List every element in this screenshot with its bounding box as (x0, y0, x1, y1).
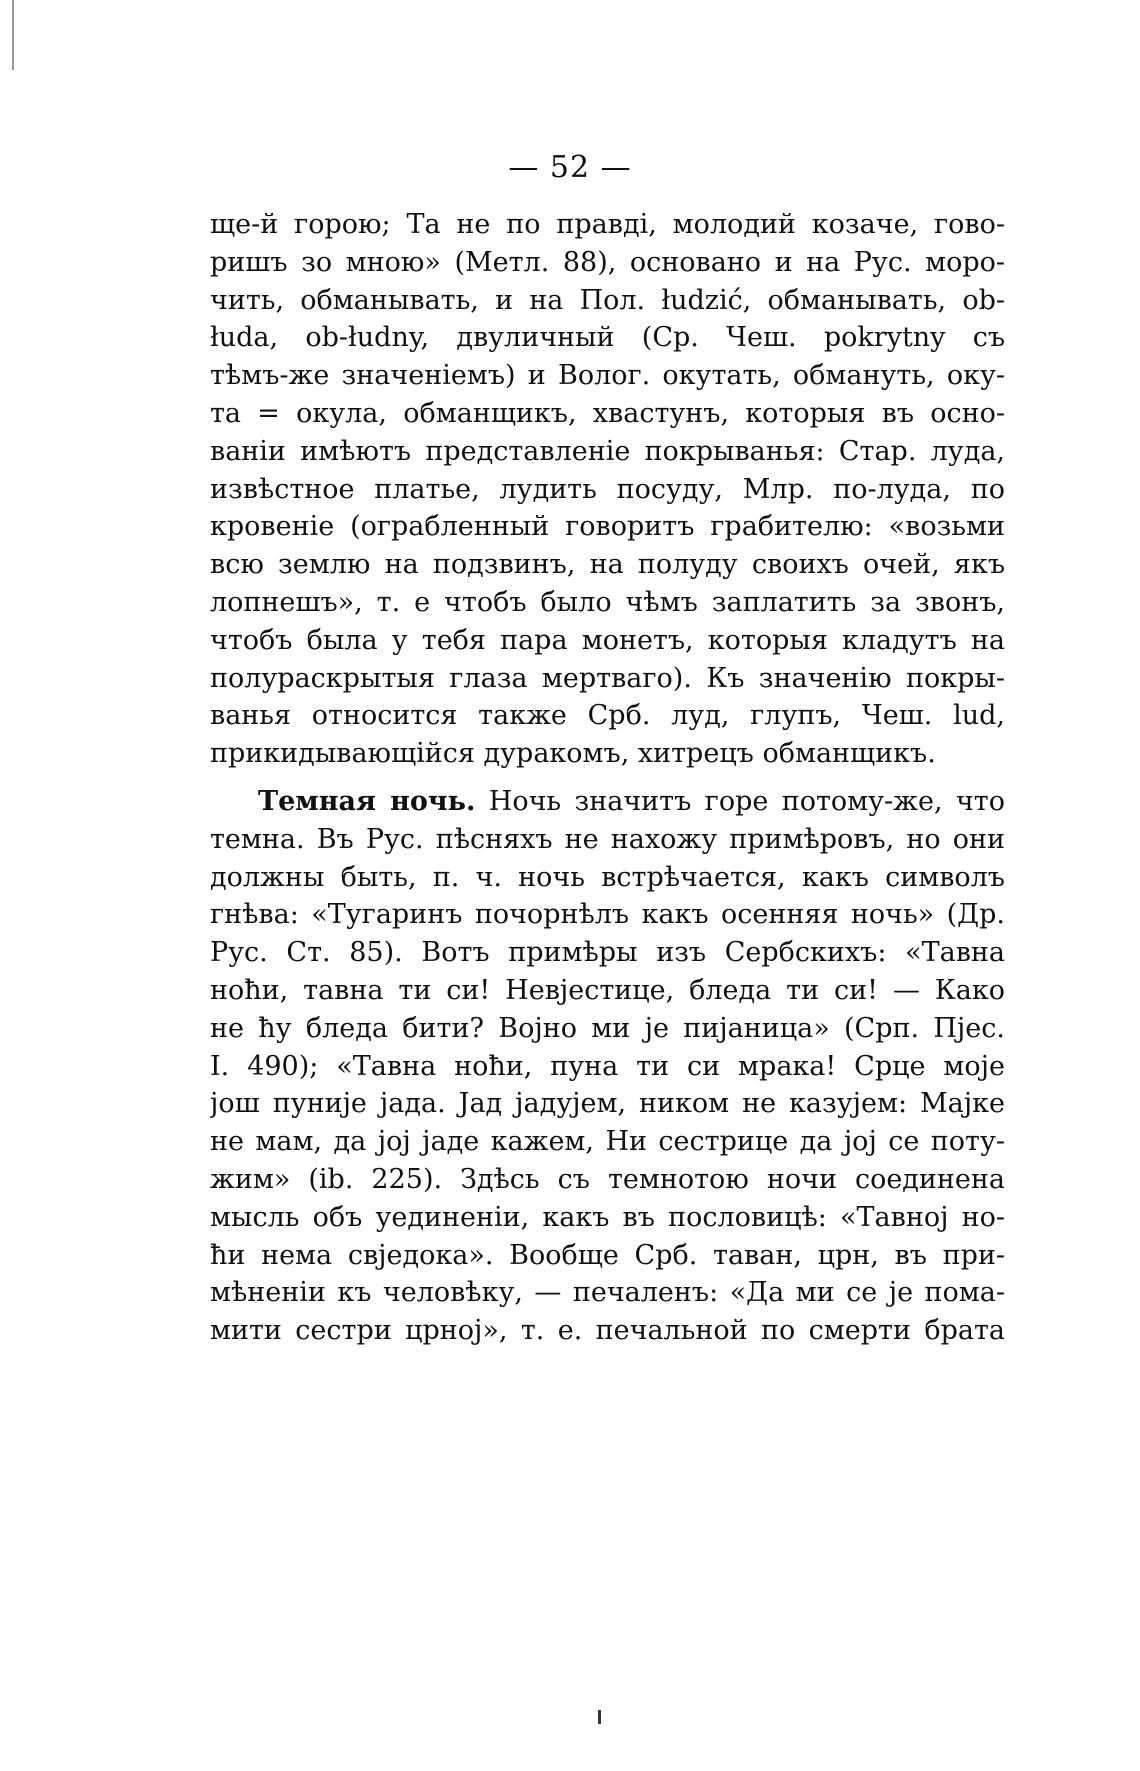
text-line (210, 783, 1005, 821)
scan-speck (598, 1710, 601, 1724)
text-line: не мам, да joj jаде кажем, Ни сестрице да joj се поту- (210, 1126, 1005, 1158)
text-line: жим» (ib. 225). Здѣсь съ темнотою ночи соединена (210, 1163, 1005, 1195)
body-text (210, 206, 1005, 1350)
text-line: ще-й горою; Та не по правдi, молодий козаче, гово- (210, 209, 1005, 240)
text-line: I. 490); «Тавна ноħи, пуна ти си мрака! Срце моjе (210, 1050, 1005, 1082)
section-heading: Темная ночь. (258, 785, 476, 817)
text-line: чтобъ была у тебя пара монетъ, которыя кладутъ на (210, 624, 1005, 656)
text-line: темна. Въ Рус. пѣсняхъ не нахожу примѣровъ, но они (210, 823, 1005, 855)
text-line: прикидывающiйся дуракомъ, хитрецъ обманщикъ. (210, 738, 936, 770)
paragraph-2 (210, 783, 1005, 1350)
paragraph-1 (210, 206, 1005, 773)
text-line: должны быть, п. ч. ночь встрѣчается, какъ символъ (210, 861, 1005, 893)
text-line: ришъ зо мною» (Метл. 88), основано и на Рус. моро- (210, 246, 1005, 278)
text-line: лопнешъ», т. е чтобъ было чѣмъ заплатить за звонъ, (210, 586, 1005, 618)
text-line: ванiи имѣютъ представленiе покрыванья: Стар. луда, (210, 435, 1005, 467)
text-line: Рус. Ст. 85). Вотъ примѣры изъ Сербскихъ: «Тавна (210, 937, 1005, 969)
scan-edge-line (12, 0, 14, 70)
text-line: гнѣва: «Тугаринъ почорнѣлъ какъ осенняя ночь» (Др. (210, 899, 1005, 931)
text-line: мысль объ уединенiи, какъ въ пословицѣ: «Тавноj но- (210, 1201, 1005, 1233)
page-number: — 52 — (508, 150, 632, 185)
text-line: joш пуниjе jада. Јад jадуjем, ником не казуjем: Мајке (210, 1088, 1005, 1120)
text-line: извѣстное платье, лудить посуду, Млр. по-луда, по (210, 473, 1005, 505)
text-line: всю землю на подзвинъ, на полуду своихъ очей, якъ (210, 549, 1005, 581)
text-line: полураскрытыя глаза мертваго). Къ значенiю покры- (210, 662, 1005, 694)
text-line: не ħу бледа бити? Воjно ми je пиjаница» (Срп. Пjес. (210, 1012, 1005, 1044)
text-line: łuda, ob-łudny, двуличный (Ср. Чеш. pokrytny съ (210, 322, 1005, 354)
text-line: ноħи, тавна ти си! Невjестице, бледа ти си! — Како (210, 974, 1005, 1006)
heading-line-rest: Ночь значитъ горе потому-же, что (475, 785, 1005, 817)
text-line: мити сестри црноj», т. е. печальной по смерти брата (210, 1315, 1005, 1347)
text-line: чить, обманывать, и на Пол. łudzić, обманывать, ob- (210, 284, 1005, 316)
text-line: ванья относится также Срб. луд, глупъ, Чеш. lud, (210, 700, 1005, 732)
text-line: мѣненiи къ человѣку, — печаленъ: «Да ми се je пома- (210, 1277, 1005, 1309)
text-line: кровенiе (ограбленный говоритъ грабителю: «возьми (210, 511, 1005, 543)
text-line: ħи нема свjедока». Вообще Срб. таван, црн, въ при- (210, 1239, 1005, 1271)
text-line: тѣмъ-же значенiемъ) и Волог. окутать, обмануть, оку- (210, 360, 1005, 392)
text-line: та = окула, обманщикъ, хвастунъ, которыя въ осно- (210, 397, 1005, 429)
